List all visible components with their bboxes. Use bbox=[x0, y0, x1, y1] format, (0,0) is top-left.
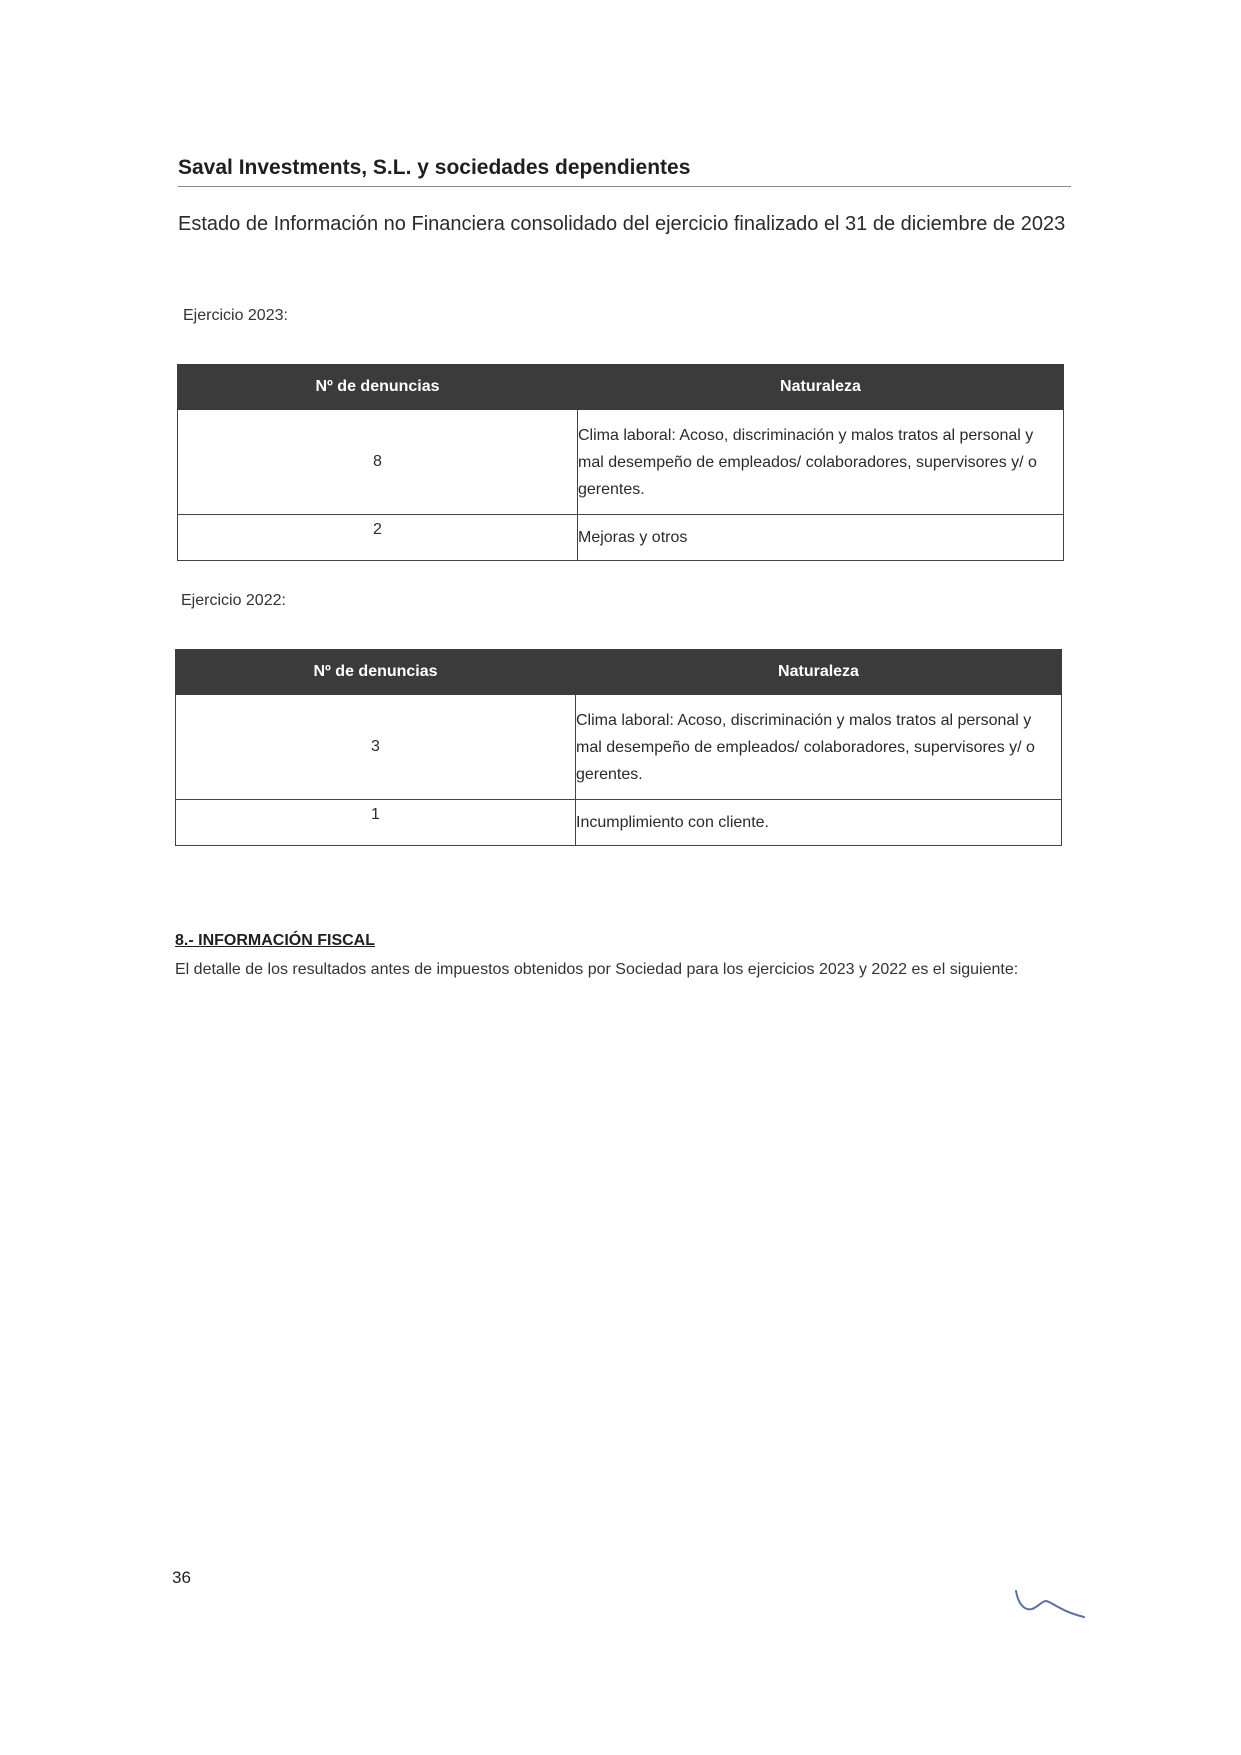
complaints-table-2022 bbox=[175, 649, 1062, 846]
complaint-nature: Clima laboral: Acoso, discriminación y malos tratos al personal y mal desempeño de empleados/ colaboradores, supervisores y/ o gerentes. bbox=[576, 695, 1062, 800]
complaint-nature: Incumplimiento con cliente. bbox=[576, 800, 1062, 846]
signature-mark bbox=[1010, 1585, 1090, 1625]
column-header-nature: Naturaleza bbox=[578, 365, 1064, 410]
table-row bbox=[178, 410, 1064, 515]
fiscal-section-body: El detalle de los resultados antes de impuestos obtenidos por Sociedad para los ejercicios 2023 y 2022 es el siguiente: bbox=[175, 961, 1019, 978]
company-header: Saval Investments, S.L. y sociedades dependientes bbox=[178, 156, 1071, 187]
complaint-count: 3 bbox=[176, 695, 576, 800]
table-row bbox=[176, 800, 1062, 846]
complaint-nature: Mejoras y otros bbox=[578, 515, 1064, 561]
column-header-count: Nº de denuncias bbox=[176, 650, 576, 695]
complaints-table-2023 bbox=[177, 364, 1064, 561]
complaint-count: 8 bbox=[178, 410, 578, 515]
fiscal-section-title: 8.- INFORMACIÓN FISCAL bbox=[175, 932, 375, 949]
column-header-nature: Naturaleza bbox=[576, 650, 1062, 695]
table-2023-label: Ejercicio 2023: bbox=[183, 307, 288, 324]
complaint-count: 1 bbox=[176, 800, 576, 846]
page-number: 36 bbox=[172, 1568, 191, 1587]
table-row bbox=[178, 515, 1064, 561]
report-subtitle: Estado de Información no Financiera consolidado del ejercicio finalizado el 31 de diciembre de 2023 bbox=[178, 213, 1066, 235]
complaint-count: 2 bbox=[178, 515, 578, 561]
table-2022-label: Ejercicio 2022: bbox=[181, 592, 286, 609]
table-row bbox=[176, 695, 1062, 800]
column-header-count: Nº de denuncias bbox=[178, 365, 578, 410]
complaint-nature: Clima laboral: Acoso, discriminación y malos tratos al personal y mal desempeño de empleados/ colaboradores, supervisores y/ o gerentes. bbox=[578, 410, 1064, 515]
